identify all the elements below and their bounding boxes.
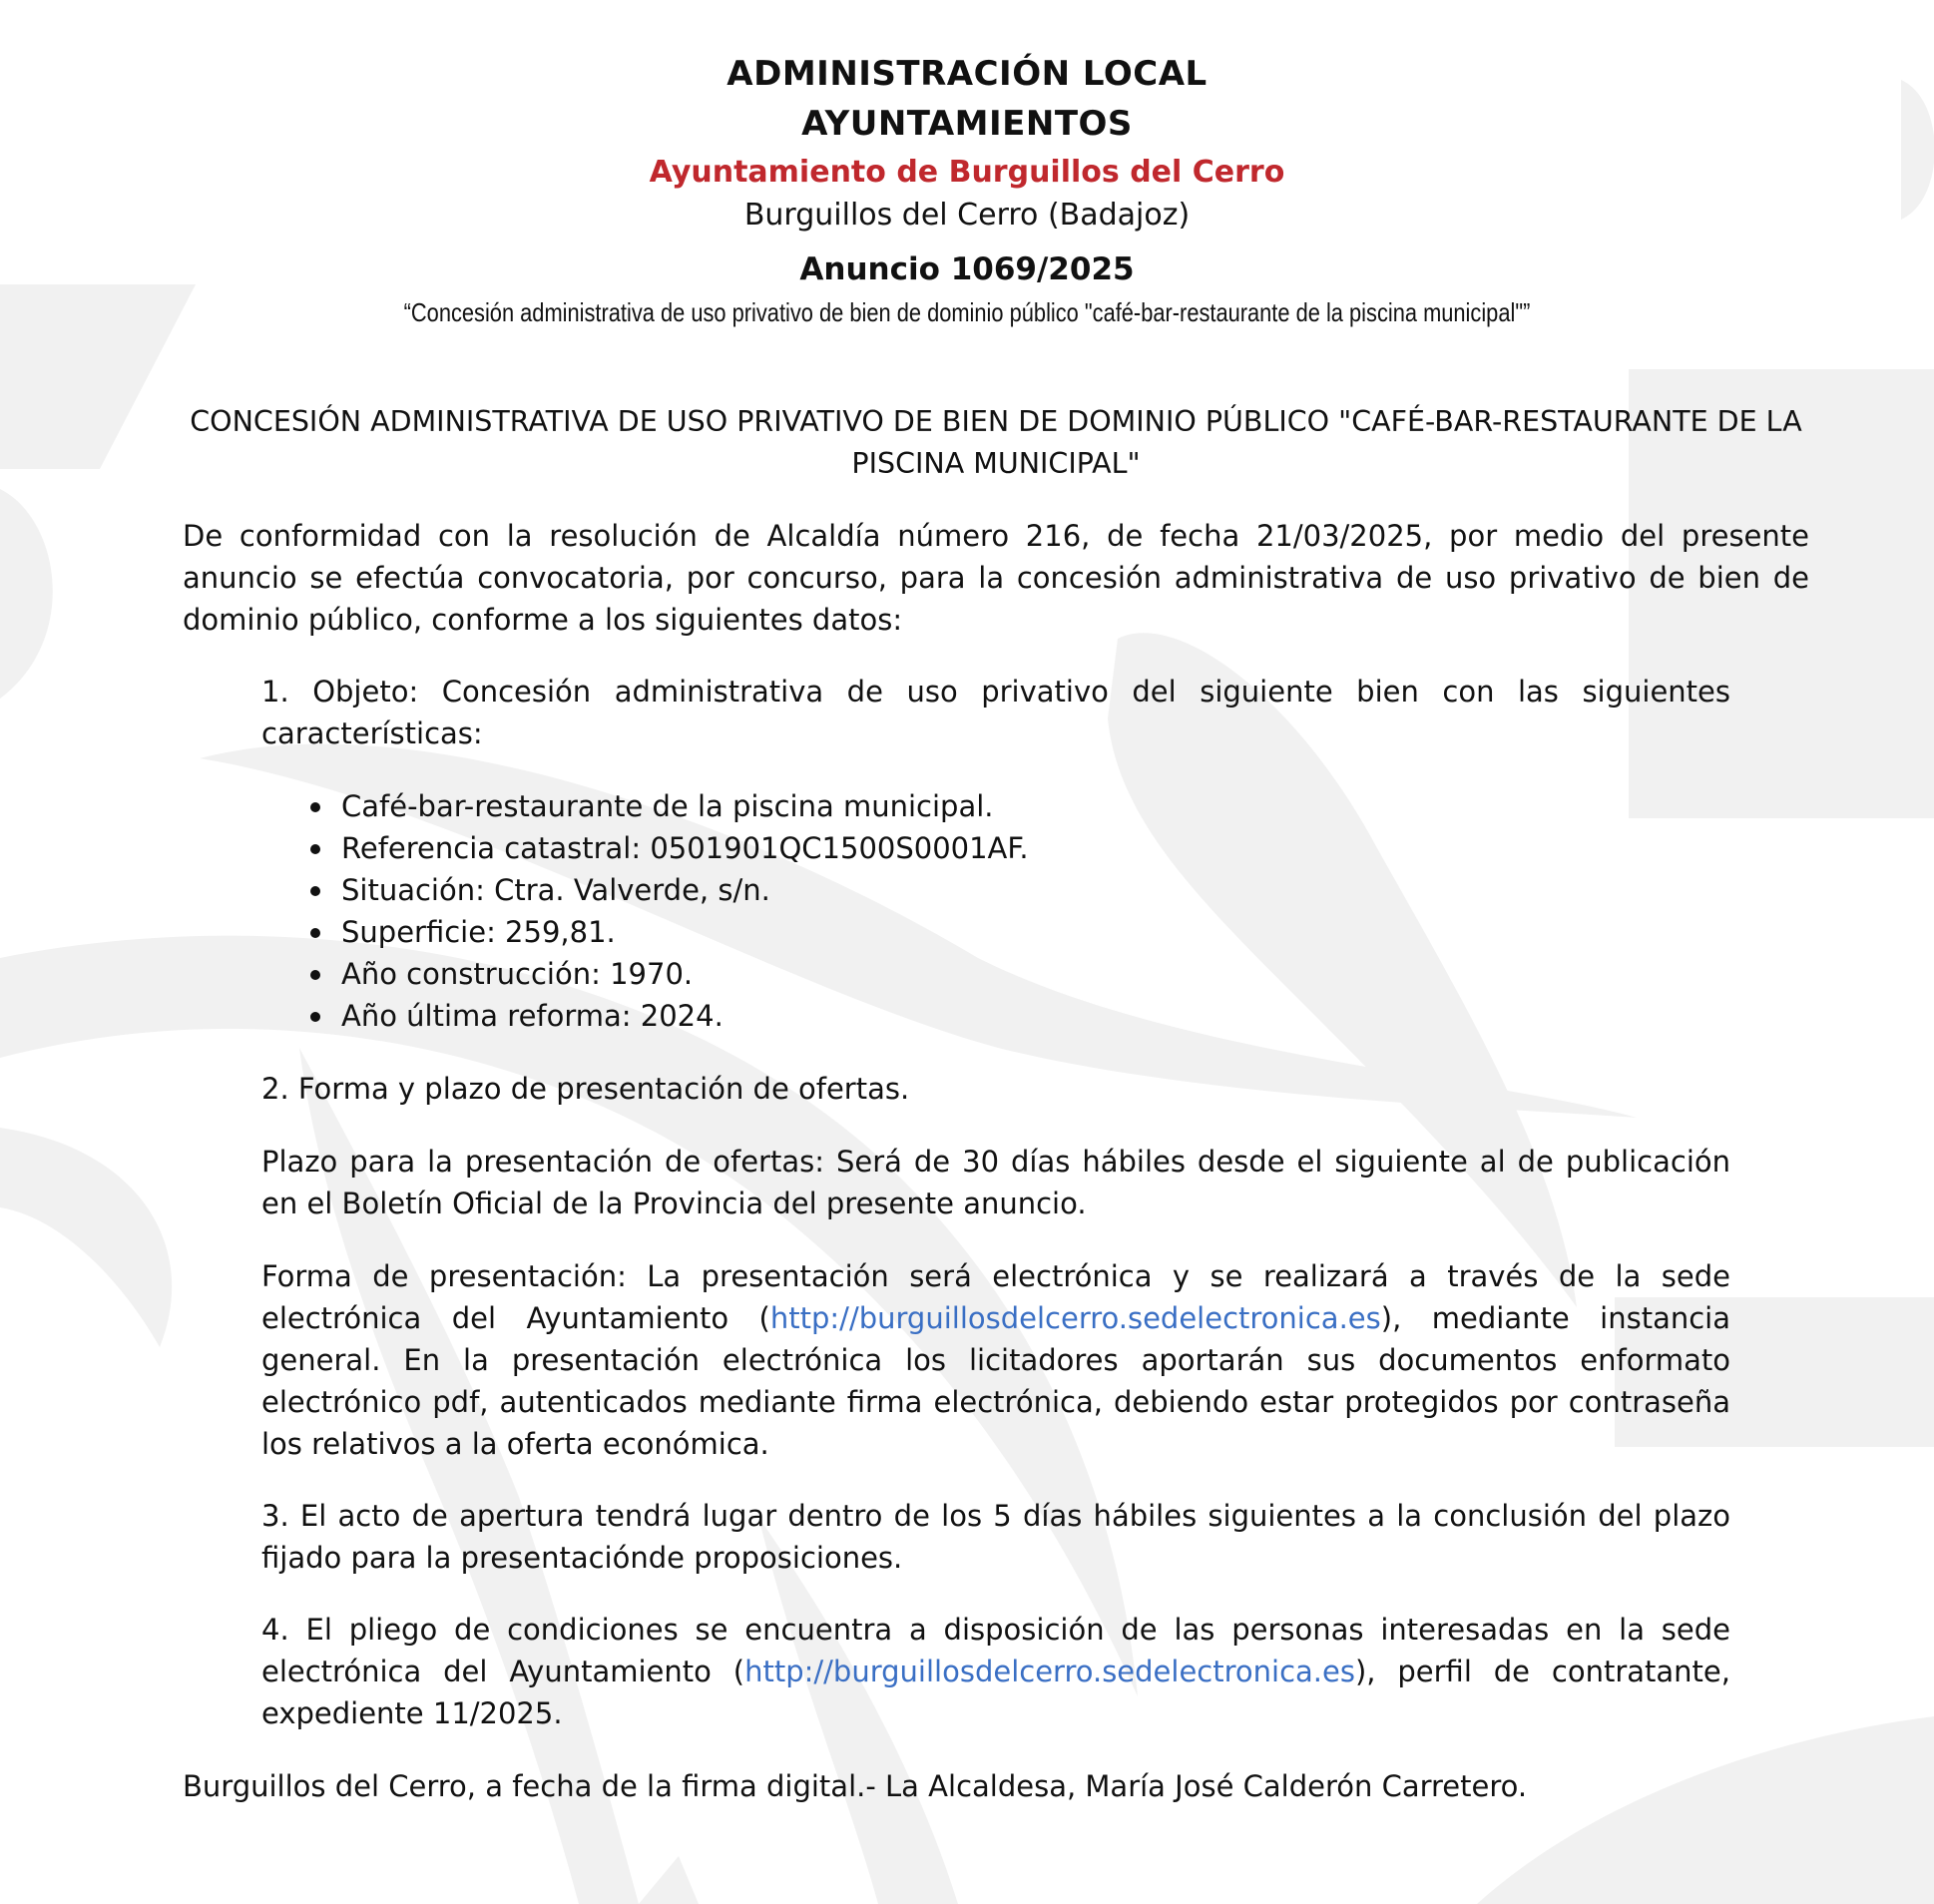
sede-electronica-link-2[interactable]: http://burguillosdelcerro.sedelectronica.es	[744, 1655, 1355, 1688]
item-1-objeto: 1. Objeto: Concesión administrativa de uso privativo del siguiente bien con las siguientes características:	[261, 675, 1730, 750]
subsection-title: AYUNTAMIENTOS	[801, 104, 1133, 144]
intro-paragraph: De conformidad con la resolución de Alcaldía número 216, de fecha 21/03/2025, por medio del presente anuncio se efectúa convocatoria, por concurso, para la concesión administrativa de uso privativo de bien de dominio público, conforme a los siguientes datos:	[183, 519, 1809, 637]
item-3-paragraph: 3. El acto de apertura tendrá lugar dentro de los 5 días hábiles siguientes a la conclusión del plazo fijado para la presentaciónde proposiciones.	[261, 1499, 1730, 1575]
section-title: ADMINISTRACIÓN LOCAL	[726, 54, 1208, 94]
forma-paragraph: Forma de presentación: La presentación será electrónica y se realizará a través de la sede electrónica del Ayuntamiento (http://burguillosdelcerro.sedelectronica.es), mediante instancia general. En la presentación electrónica los licitadores aportarán sus documentos enformato electrónico pdf, autenticados mediante firma electrónica, debiendo estar protegidos por contraseña los relativos a la oferta económica.	[261, 1259, 1730, 1461]
bullet-icon	[310, 928, 320, 938]
caps-title: CONCESIÓN ADMINISTRATIVA DE USO PRIVATIVO DE BIEN DE DOMINIO PÚBLICO "CAFÉ-BAR-RESTAURANTE DE LA PISCINA MUNICIPAL"	[190, 405, 1802, 480]
bullet-icon	[310, 970, 320, 980]
entity-name: Ayuntamiento de Burguillos del Cerro	[649, 155, 1285, 190]
list-item: Café-bar-restaurante de la piscina municipal.	[261, 785, 1029, 827]
list-item: Referencia catastral: 0501901QC1500S0001AF.	[261, 827, 1029, 869]
item-2-heading: 2. Forma y plazo de presentación de ofertas.	[261, 1072, 910, 1106]
sede-electronica-link[interactable]: http://burguillosdelcerro.sedelectronica.es	[769, 1301, 1381, 1335]
bullet-icon	[310, 886, 320, 896]
item-4-paragraph: 4. El pliego de condiciones se encuentra a disposición de las personas interesadas en la sede electrónica del Ayuntamiento (http://burguillosdelcerro.sedelectronica.es), perfil de contratante, expediente 11/2025.	[261, 1613, 1730, 1730]
plazo-paragraph: Plazo para la presentación de ofertas: Será de 30 días hábiles desde el siguiente al de publicación en el Boletín Oficial de la Provincia del presente anuncio.	[261, 1145, 1730, 1220]
announcement-number: Anuncio 1069/2025	[799, 251, 1135, 287]
list-item: Año última reforma: 2024.	[261, 995, 1029, 1037]
bullet-icon	[310, 802, 320, 812]
announcement-subject: “Concesión administrativa de uso privativo de bien de dominio público "café-bar-restaurante de la piscina municipal"”	[403, 297, 1531, 327]
entity-location: Burguillos del Cerro (Badajoz)	[743, 198, 1191, 233]
signature-line: Burguillos del Cerro, a fecha de la firma digital.- La Alcaldesa, María José Calderón Carretero.	[183, 1769, 1528, 1803]
list-item: Año construcción: 1970.	[261, 953, 1029, 995]
bullet-icon	[310, 1012, 320, 1022]
features-list	[261, 785, 1029, 1037]
bullet-icon	[310, 844, 320, 854]
list-item: Superficie: 259,81.	[261, 911, 1029, 953]
list-item: Situación: Ctra. Valverde, s/n.	[261, 869, 1029, 911]
